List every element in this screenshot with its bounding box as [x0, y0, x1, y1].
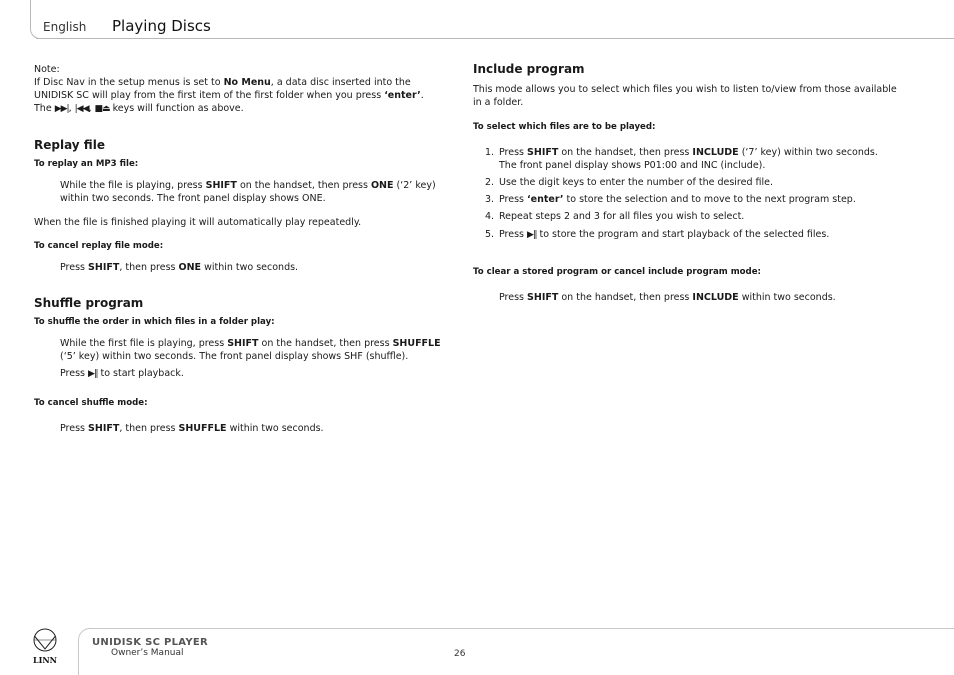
- list-item: 4. Repeat steps 2 and 3 for all files you wish to select.: [485, 211, 745, 222]
- note-paragraph: If Disc Nav in the setup menus is set to No Menu, a data disc inserted into the UNIDISK SC will play from the first item of the first folder when you press ‘enter’.: [34, 77, 424, 101]
- page-number: 26: [454, 649, 466, 659]
- note-label: Note:: [34, 64, 60, 75]
- list-item: 2. Use the digit keys to enter the number of the desired file.: [485, 177, 774, 188]
- footer-rule: [88, 628, 954, 629]
- clear-program-instructions: Press SHIFT on the handset, then press INCLUDE within two seconds.: [499, 292, 836, 303]
- select-files-subheading: To select which files are to be played:: [473, 122, 656, 132]
- replay-subheading: To replay an MP3 file:: [34, 159, 139, 169]
- header-corner: [30, 0, 42, 39]
- left-column: [34, 63, 444, 435]
- play-pause-icon: ▶‖: [527, 230, 537, 240]
- clear-program-subheading: To clear a stored program or cancel include program mode:: [473, 267, 761, 277]
- skip-back-icon: |◀◀: [74, 104, 89, 114]
- list-item: 1. Press SHIFT on the handset, then press INCLUDE (‘7’ key) within two seconds. The front panel display shows P01:00 and INC (include).: [485, 147, 878, 171]
- cancel-replay-instructions: Press SHIFT, then press ONE within two seconds.: [60, 262, 299, 273]
- shuffle-subheading: To shuffle the order in which files in a folder play:: [34, 317, 275, 327]
- cancel-replay-subheading: To cancel replay file mode:: [34, 241, 164, 251]
- brand-wordmark: LINN: [33, 655, 57, 665]
- list-item: 5. Press ▶‖ to store the program and start playback of the selected files.: [485, 229, 830, 240]
- shuffle-play-instruction: Press ▶‖ to start playback.: [60, 368, 184, 379]
- page-title: Playing Discs: [112, 17, 211, 35]
- list-item: 3. Press ‘enter’ to store the selection and to move to the next program step.: [485, 194, 856, 205]
- linn-logo-icon: [30, 627, 60, 667]
- include-intro: This mode allows you to select which files you wish to listen to/view from those available in a folder.: [473, 84, 897, 108]
- include-heading: Include program: [473, 62, 585, 76]
- shuffle-instructions: While the first file is playing, press SHIFT on the handset, then press SHUFFLE (‘5’ key) within two seconds. The front panel display shows SHF (shuffle).: [60, 338, 441, 362]
- product-name: UNIDISK SC PLAYER: [92, 637, 209, 648]
- play-pause-icon: ▶‖: [88, 369, 98, 379]
- stop-eject-icon: ■⏏: [94, 104, 110, 114]
- cancel-shuffle-instructions: Press SHIFT, then press SHUFFLE within two seconds.: [60, 423, 324, 434]
- language-label: English: [43, 20, 87, 34]
- replay-note: When the file is finished playing it will automatically play repeatedly.: [34, 217, 362, 228]
- cancel-shuffle-subheading: To cancel shuffle mode:: [34, 398, 148, 408]
- header-rule: [36, 38, 954, 39]
- right-column: [473, 63, 903, 304]
- skip-forward-icon: ▶▶|: [54, 104, 69, 114]
- note-keys-paragraph: The ▶▶|, |◀◀, ■⏏ keys will function as above.: [34, 103, 244, 114]
- include-steps: [473, 146, 903, 242]
- manual-label: Owner’s Manual: [111, 648, 184, 658]
- footer-corner: [78, 628, 92, 675]
- replay-heading: Replay file: [34, 138, 105, 152]
- shuffle-heading: Shuffle program: [34, 296, 144, 310]
- replay-instructions: While the file is playing, press SHIFT on the handset, then press ONE (‘2’ key) within two seconds. The front panel display shows ONE.: [60, 180, 436, 204]
